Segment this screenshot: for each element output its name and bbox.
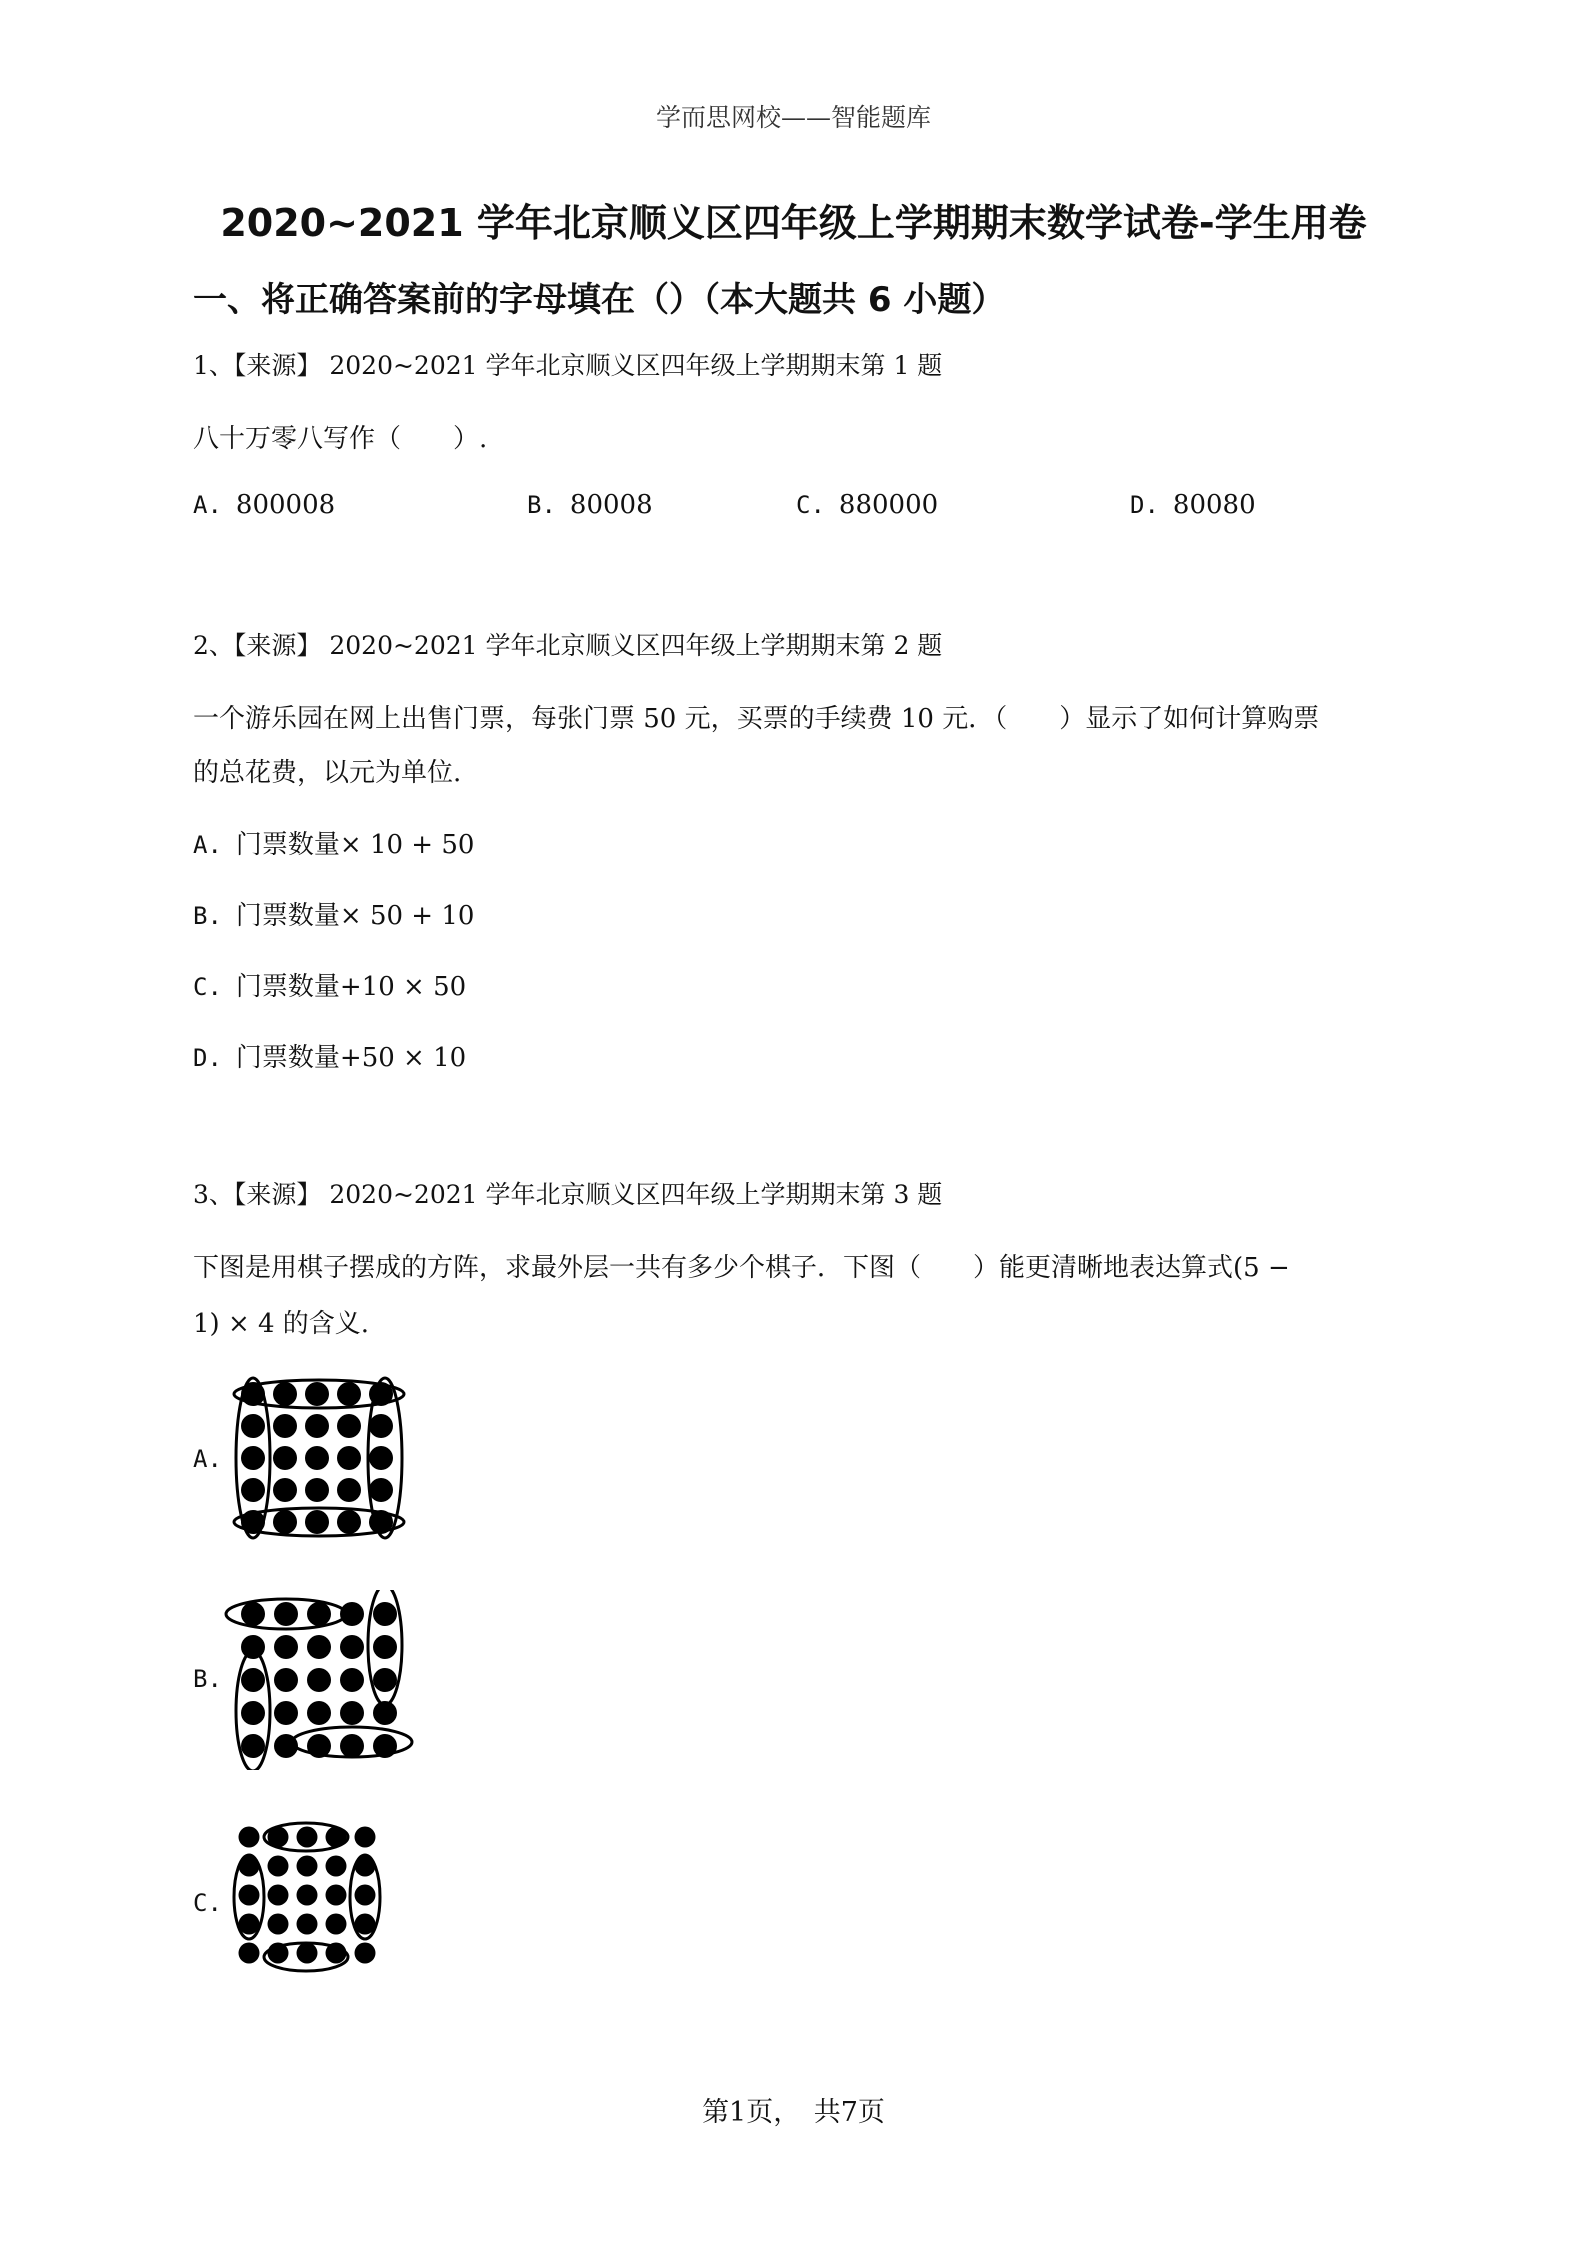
stone bbox=[241, 1478, 265, 1502]
stone bbox=[241, 1635, 265, 1659]
stone bbox=[337, 1510, 361, 1534]
stone bbox=[340, 1635, 364, 1659]
stone bbox=[239, 1827, 260, 1848]
q3-stem-line2: 1) × 4 的含义. bbox=[193, 1309, 370, 1339]
stone bbox=[241, 1701, 265, 1725]
stone bbox=[274, 1701, 298, 1725]
stone bbox=[337, 1478, 361, 1502]
q1-option-a: A. 800008 bbox=[193, 490, 336, 520]
stone bbox=[337, 1414, 361, 1438]
q3-option-c-label: C. bbox=[193, 1889, 222, 1917]
stone bbox=[305, 1510, 329, 1534]
stone bbox=[239, 1943, 260, 1964]
stone bbox=[273, 1414, 297, 1438]
q1-stem: 八十万零八写作（ ）. bbox=[193, 424, 488, 454]
stone bbox=[355, 1885, 376, 1906]
stone bbox=[241, 1668, 265, 1692]
q1-option-c: C. 880000 bbox=[796, 490, 939, 520]
stone bbox=[355, 1943, 376, 1964]
q2-option-b: B. 门票数量× 50 + 10 bbox=[193, 901, 475, 931]
stone bbox=[307, 1701, 331, 1725]
q1-source: 1、【来源】 2020~2021 学年北京顺义区四年级上学期期末第 1 题 bbox=[193, 351, 943, 380]
stone bbox=[307, 1602, 331, 1626]
stone bbox=[273, 1478, 297, 1502]
stone bbox=[326, 1885, 347, 1906]
stone bbox=[305, 1382, 329, 1406]
stone bbox=[340, 1668, 364, 1692]
stone bbox=[326, 1856, 347, 1877]
stone bbox=[307, 1668, 331, 1692]
section-title: 一、将正确答案前的字母填在（）（本大题共 6 小题） bbox=[193, 280, 1006, 320]
stone bbox=[307, 1635, 331, 1659]
page-header: 学而思网校——智能题库 bbox=[655, 103, 931, 132]
stone bbox=[369, 1446, 393, 1470]
stone bbox=[274, 1602, 298, 1626]
q2-option-a: A. 门票数量× 10 + 50 bbox=[193, 830, 475, 860]
q2-source: 2、【来源】 2020~2021 学年北京顺义区四年级上学期期末第 2 题 bbox=[193, 631, 943, 660]
stone bbox=[337, 1382, 361, 1406]
q2-option-d: D. 门票数量+50 × 10 bbox=[193, 1043, 467, 1073]
q1-option-b: B. 80008 bbox=[527, 490, 653, 520]
stone bbox=[337, 1446, 361, 1470]
q2-stem-line1: 一个游乐园在网上出售门票，每张门票 50 元，买票的手续费 10 元．（ ）显示了如何计算购票 bbox=[193, 704, 1320, 734]
q3-stem-line1: 下图是用棋子摆成的方阵，求最外层一共有多少个棋子．下图（ ）能更清晰地表达算式(5 − bbox=[193, 1253, 1290, 1283]
stone bbox=[305, 1446, 329, 1470]
stone bbox=[373, 1668, 397, 1692]
page-footer: 第1页， 共7页 bbox=[702, 2097, 885, 2128]
stone bbox=[241, 1602, 265, 1626]
q2-option-c: C. 门票数量+10 × 50 bbox=[193, 972, 467, 1002]
stone bbox=[274, 1668, 298, 1692]
stone bbox=[241, 1446, 265, 1470]
stone bbox=[273, 1446, 297, 1470]
page-title: 2020~2021 学年北京顺义区四年级上学期期末数学试卷-学生用卷 bbox=[220, 201, 1367, 245]
stone bbox=[273, 1382, 297, 1406]
stone bbox=[340, 1602, 364, 1626]
stone bbox=[369, 1414, 393, 1438]
q1-option-d: D. 80080 bbox=[1130, 490, 1256, 520]
stone bbox=[274, 1635, 298, 1659]
stone bbox=[305, 1414, 329, 1438]
q3-source: 3、【来源】 2020~2021 学年北京顺义区四年级上学期期末第 3 题 bbox=[193, 1180, 943, 1209]
q3-figure-c bbox=[220, 1815, 420, 1985]
stone bbox=[297, 1827, 318, 1848]
stone bbox=[268, 1856, 289, 1877]
stone bbox=[369, 1478, 393, 1502]
stone bbox=[297, 1914, 318, 1935]
stone bbox=[241, 1414, 265, 1438]
q2-stem-line2: 的总花费，以元为单位. bbox=[193, 758, 462, 788]
stone bbox=[241, 1734, 265, 1758]
stone bbox=[297, 1856, 318, 1877]
q3-figure-a bbox=[220, 1370, 420, 1550]
stone bbox=[297, 1943, 318, 1964]
q3-option-b-label: B. bbox=[193, 1665, 222, 1693]
q3-option-a-label: A. bbox=[193, 1445, 222, 1473]
stone bbox=[355, 1827, 376, 1848]
stone bbox=[340, 1734, 364, 1758]
stone bbox=[326, 1914, 347, 1935]
stone bbox=[268, 1885, 289, 1906]
q3-figure-b bbox=[220, 1590, 420, 1770]
stone bbox=[268, 1914, 289, 1935]
stone bbox=[373, 1602, 397, 1626]
stone bbox=[340, 1701, 364, 1725]
stone bbox=[239, 1885, 260, 1906]
stone bbox=[373, 1635, 397, 1659]
stone bbox=[305, 1478, 329, 1502]
stone bbox=[297, 1885, 318, 1906]
stone bbox=[273, 1510, 297, 1534]
